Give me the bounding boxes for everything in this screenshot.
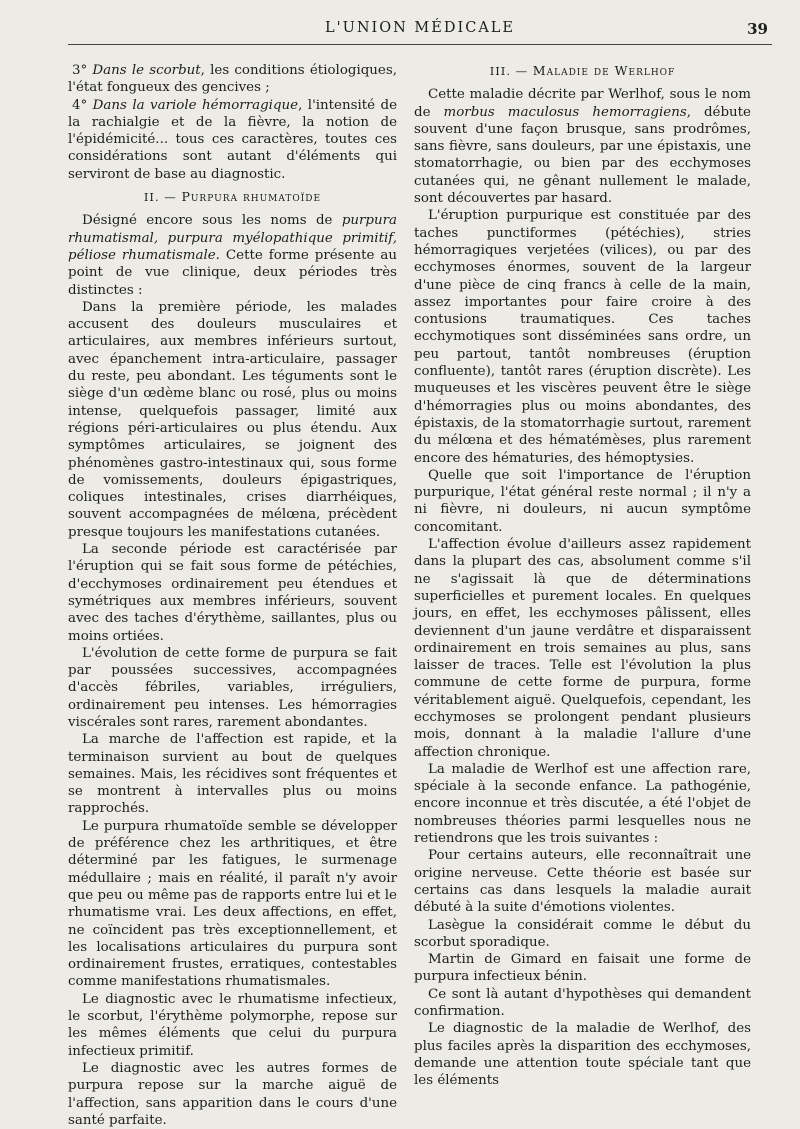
right-column: [414, 62, 751, 1090]
item-number: 4°: [72, 97, 93, 113]
paragraph: Le diagnostic de la maladie de Werlhof, des plus faciles après la disparition des ecchymoses, demande une attention toute spéciale tant que les éléments: [414, 1021, 751, 1089]
paragraph: [68, 212, 397, 298]
item-text: , les conditions étiologiques, l'état fongueux des gencives ;: [68, 63, 397, 96]
paragraph: La marche de l'affection est rapide, et la terminaison survient au bout de quelques semaines. Mais, les récidives sont fréquentes et se montrent à intervalles plus ou moins rapprochés.: [68, 732, 397, 817]
section-heading-maladie-de-werlhof: [414, 62, 751, 80]
paragraph: Dans la première période, les malades accusent des douleurs musculaires et articulaires, aux membres inférieurs surtout, avec épanchement intra-articulaire, passager du reste, peu abondant. Les téguments sont le siège d'un œdème blanc ou rosé, plus ou moins intense, quelquefois passager, limité aux régions péri-articulaires ou plus étendu. Aux symptômes articulaires, se joignent des phénomènes gastro-intestinaux qui, sous forme de vomissements, douleurs épigastriques, coliques intestinales, crises diarrhéiques, souvent accompagnées de mélœna, précèdent presque toujours les manifestations cutanées.: [68, 299, 397, 540]
italic-run: morbus maculosus hemorragiens: [443, 104, 687, 120]
paragraph: L'éruption purpurique est constituée par des taches punctiformes (pétéchies), stries hémorragiques verjetées (vilices), ou par des ecchymoses énormes, souvent de la largeur d'une pièce de cinq francs à celle de la main, assez importantes pour faire croire à des contusions traumatiques. Ces taches ecchymotiques sont disséminées sans ordre, un peu partout, tantôt nombreuses (éruption confluente), tantôt rares (éruption discrète). Les muqueuses et les viscères peuvent être le siège d'hémorragies plus ou moins abondantes, des épistaxis, de la stomatorrhagie surtout, rarement du mélœna et des hématémèses, plus rarement encore des hématuries, des hémoptysies.: [414, 208, 751, 466]
text-run: Désigné encore sous les noms de: [82, 213, 342, 229]
left-column: [68, 62, 397, 1129]
paragraph: Quelle que soit l'importance de l'éruption purpurique, l'état général reste normal ; il n'y a ni fièvre, ni douleurs, ni aucun symptôme concomitant.: [414, 467, 751, 535]
item-number: 3°: [72, 63, 93, 78]
paragraph: La seconde période est caractérisée par l'éruption qui se fait sous forme de pétéchies, d'ecchymoses ordinairement peu étendues et symétriques aux membres inférieurs, souvent avec des taches d'érythème, saillantes, plus ou moins ortiées.: [68, 542, 397, 644]
list-item-4: [68, 97, 397, 183]
paragraph: Lasègue la considérait comme le début du scorbut sporadique.: [414, 917, 751, 950]
paragraph: [414, 86, 751, 207]
paragraph: Ce sont là autant d'hypothèses qui demandent confirmation.: [414, 986, 751, 1020]
text-run: Cette maladie décrite par Werlhof, sous le nom de: [414, 87, 751, 120]
text-run: , débute souvent d'une façon brusque, sans prodrômes, sans fièvre, sans douleurs, par une épistaxis, une stomatorrhagie, ou bien par des ecchymoses cutanées qui, ne gênant nullement le malade, sont découvertes par hasard.: [414, 104, 751, 207]
item-heading: Dans le scorbut: [92, 63, 201, 78]
journal-title: L'UNION MÉDICALE: [325, 20, 515, 36]
section-title: Maladie de Werlhof: [532, 63, 676, 78]
text-run: Cette forme présente au point de vue clinique, deux périodes très distinctes :: [68, 247, 398, 298]
paragraph: Le diagnostic avec les autres formes de purpura repose sur la marche aiguë de l'affection, sans apparition dans le cours d'une santé parfaite.: [68, 1060, 397, 1128]
item-text: , l'intensité de la rachialgie et de la fièvre, la notion de l'épidémicité... tous ces caractères, toutes ces considérations sont autant d'éléments qui serviront de base au diagnostic.: [68, 97, 397, 182]
section-number: II. —: [143, 190, 182, 205]
paragraph: Pour certains auteurs, elle reconnaîtrait une origine nerveuse. Cette théorie est basée sur certains cas dans lesquels la maladie aurait débuté à la suite d'émotions violentes.: [414, 848, 751, 916]
section-title: Purpura rhumatoïde: [181, 189, 322, 205]
paragraph: L'évolution de cette forme de purpura se fait par poussées successives, accompagnées d'accès fébriles, variables, irréguliers, ordinairement peu intenses. Les hémorragies viscérales sont rares, rarement abondantes.: [68, 645, 397, 730]
item-heading: Dans la variole hémorragique: [92, 97, 299, 113]
page-number: 39: [747, 20, 768, 38]
italic-run: purpura rhumatismal, purpura myélopathique primitif, péliose rhumatismale.: [68, 213, 397, 263]
section-heading-purpura-rhumatoide: [68, 188, 397, 206]
paragraph: Le diagnostic avec le rhumatisme infectieux, le scorbut, l'érythème polymorphe, repose sur les mêmes éléments que celui du purpura infectieux primitif.: [68, 991, 397, 1059]
list-item-3: [68, 62, 397, 97]
paragraph: L'affection évolue d'ailleurs assez rapidement dans la plupart des cas, absolument comme s'il ne s'agissait là que de déterminations superficielles et purement locales. En quelques jours, en effet, les ecchymoses pâlissent, elles deviennent d'un jaune verdâtre et disparaissent ordinairement en trois semaines au plus, sans laisser de traces. Telle est l'évolution la plus commune de cette forme de purpura, forme véritablement aiguë. Quelquefois, cependant, les ecchymoses se prolongent pendant plusieurs mois, donnant à la maladie l'allure d'une affection chronique.: [414, 537, 751, 760]
section-number: III. —: [489, 64, 533, 78]
paragraph: Martin de Gimard en faisait une forme de purpura infectieux bénin.: [414, 952, 751, 985]
paragraph: La maladie de Werlhof est une affection rare, spéciale à la seconde enfance. La pathogénie, encore inconnue et très discutée, a été l'objet de nombreuses théories parmi lesquelles nous ne retiendrons que les trois suivantes :: [414, 761, 751, 847]
running-header: [68, 18, 772, 45]
paragraph: Le purpura rhumatoïde semble se développer de préférence chez les arthritiques, et être déterminé par les fatigues, le surmenage médullaire ; mais en réalité, il paraît n'y avoir que peu ou même pas de rapports entre lui et le rhumatisme vrai. Les deux affections, en effet, ne coïncident pas très exceptionnellement, et les localisations articulaires du purpura sont ordinairement frustes, erratiques, contestables comme manifestations rhumatismales.: [68, 818, 397, 990]
